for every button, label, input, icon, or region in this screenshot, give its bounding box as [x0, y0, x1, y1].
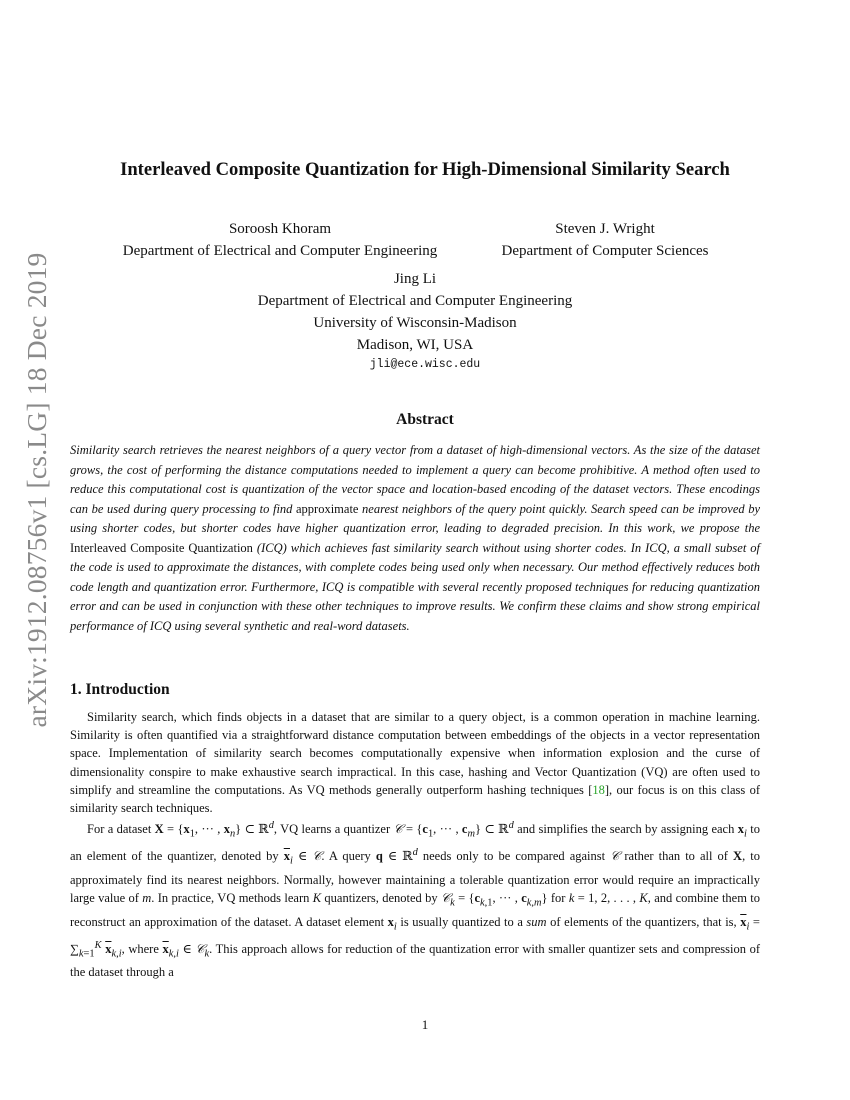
paragraph: For a dataset $X = \{x_1$, ··· , $x_n$} ⊂ ℝ$^d$, VQ learns a quantizer 𝒞 = {$c_1$, ··· , $c_m$} ⊂ ℝ$^d$ and simplifies the search by assigning each $x_i$ to an element of the quantizer, denoted by $\overline{x}_i$ ∈ 𝒞. A query q ∈ ℝ$^d$ needs only to be compared against 𝒞 rather than to all of X, to approximately find its nearest neighbors. Normally, however maintaining a tolerable quantization error would require an impractically large value of m. In practice, VQ methods learn K quantizers, denoted by 𝒞$_k$ = {$c_{k,1}$, ··· , $c_{k,m}$} for k = 1, 2, . . . , K, and combine them to reconstruct an approximation of the dataset. A dataset element $x_i$ is usually quantized to a sum of elements of the quantizers, that is, $\overline{x}_i = \sum_{k=1}^K$ $\overline{x}_{k,i}$, where $\overline{x}_{k,i}$ ∈ 𝒞$_k$. This approach allows for reduction of the quantization error with smaller quantizer sets and compression of the dataset through a	[70, 820, 761, 980]
author-location: Madison, WI, USA	[356, 337, 474, 353]
page-number: 1	[421, 1017, 429, 1032]
arxiv-id: arXiv:1912.08756v1 [cs.LG] 18 Dec 2019	[21, 252, 52, 728]
introduction-body	[70, 708, 760, 982]
author-block-2	[470, 218, 740, 262]
author-name: Soroosh Khoram	[228, 221, 332, 237]
author-block-1	[90, 218, 470, 262]
author-name: Jing Li	[393, 271, 437, 287]
author-affiliation: Department of Electrical and Computer Engineering	[257, 293, 573, 309]
author-affiliation: Department of Electrical and Computer Engineering	[122, 243, 438, 259]
method-name: Interleaved Composite Quantization	[70, 540, 253, 555]
author-block-3	[200, 268, 630, 356]
author-university: University of Wisconsin-Madison	[313, 315, 517, 331]
paper-title: Interleaved Composite Quantization for High-Dimensional Similarity Search	[120, 159, 730, 180]
paragraph: Similarity search, which finds objects in a dataset that are similar to a query object, is a common operation in machine learning. Similarity is often quantified via a straightforward distance computation between embeddings of the objects in a vector representation space. Implementation of similarity search becomes computationally expensive when information explosion and the curse of dimensionality conspire to make exhaustive search impractical. In this case, hashing and Vector Quantization (VQ) are often used to simplify and streamline the computations. As VQ methods generally outperform hashing techniques [18], our focus is on this class of similarity search techniques.	[70, 710, 760, 816]
abstract-upright-word: approximate	[295, 501, 359, 516]
author-affiliation: Department of Computer Sciences	[501, 243, 709, 259]
citation-link[interactable]: 18	[592, 782, 605, 797]
abstract-heading: Abstract	[396, 411, 454, 428]
section-heading: 1. Introduction	[70, 681, 170, 698]
author-email: jli@ece.wisc.edu	[369, 358, 481, 371]
abstract-text: Similarity search retrieves the nearest neighbors of a query vector from a dataset of high-dimensional vectors. As the size of the dataset grows, the cost of performing the distance computations needed to implement a query can become prohibitive. A method often used to reduce this computational cost is quantization of the vector space and location-based encoding of the dataset vectors. These encodings can be used during query processing to find approximate nearest neighbors of the query point quickly. Search speed can be improved by using shorter codes, but shorter codes have higher quantization error, leading to degraded precision. In this work, we propose the Interleaved Composite Quantization (ICQ) which achieves fast similarity search without using shorter codes. In ICQ, a small subset of the code is used to approximate the distances, with complete codes being used only when necessary. Our method effectively reduces both code length and quantization error. Furthermore, ICQ is compatible with several recently proposed techniques for reducing quantization error and can be used in conjunction with these other techniques to improve results. We confirm these claims and show strong empirical performance of ICQ using several synthetic and real-word datasets.	[70, 443, 761, 633]
author-name: Steven J. Wright	[555, 221, 655, 237]
